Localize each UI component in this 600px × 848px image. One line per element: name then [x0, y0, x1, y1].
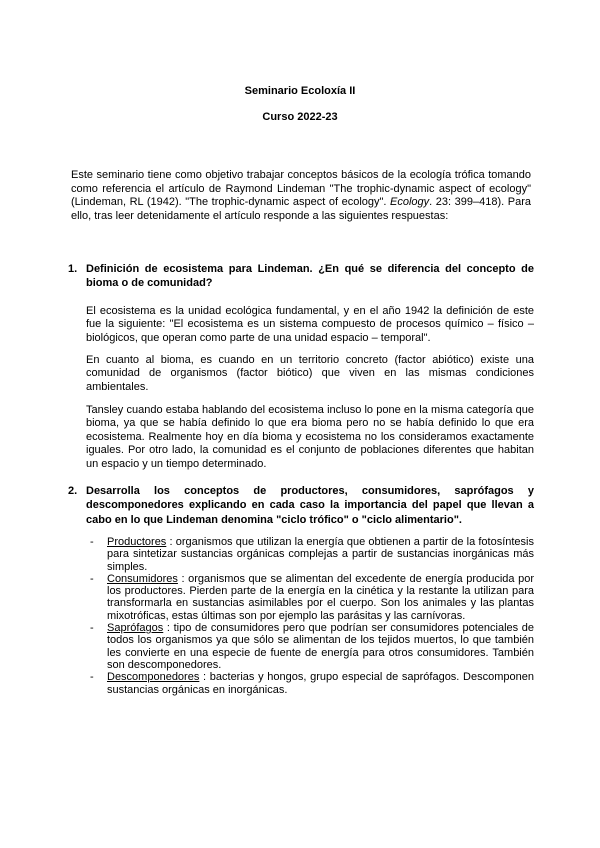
list-item-consumidores [90, 573, 534, 622]
question-1 [68, 262, 534, 291]
answer-1-paragraph-ecosystem: El ecosistema es la unidad ecológica fundamental, y en el año 1942 la definición de este fue la siguiente: "El ecosistema es un sistema compuesto de procesos químico – físico – biológicos, que operan como parte de una unidad espacio – temporal". [86, 305, 534, 344]
trophic-roles-list [90, 536, 534, 696]
term-descomponedores: Descomponedores [107, 671, 200, 684]
question-2-number: 2. [68, 485, 78, 497]
definition-descomponedores: : bacterias y hongos, grupo especial de saprófagos. Descomponen sustancias orgánicas en inorgánicas. [107, 671, 534, 696]
journal-name: Ecology [390, 196, 430, 209]
question-2 [68, 484, 534, 527]
course-label: Curso 2022-23 [262, 111, 338, 123]
list-bullet: - [90, 622, 94, 635]
term-consumidores: Consumidores [107, 572, 178, 585]
intro-text-start: Este seminario tiene como objetivo trabajar conceptos básicos de la ecología trófica tomando como referencia el artículo de Raymond Lindeman "The trophic-dynamic aspect of ecology" (Lindeman, RL (1942). "The trophic-dynamic aspect of ecology". [71, 169, 531, 209]
list-bullet: - [90, 536, 94, 548]
list-item-saprofagos [90, 622, 534, 671]
document-title: Seminario Ecoloxía II [244, 85, 356, 97]
question-1-number: 1. [68, 263, 78, 275]
term-productores: Productores [107, 536, 167, 548]
question-1-text: Definición de ecosistema para Lindeman. ¿En qué se diferencia del concepto de bioma o de comunidad? [86, 263, 534, 290]
list-item-productores [90, 536, 534, 573]
term-saprofagos: Saprófagos [107, 622, 164, 635]
answer-1-paragraph-community: Tansley cuando estaba hablando del ecosistema incluso lo pone en la misma categoría que bioma, ya que se había definido lo que era bioma pero no se había definido lo que era ecosistema. Realmente hoy en día bioma y ecosistema no los consideramos exactamente iguales. Por otro lado, la comunidad es el conjunto de poblaciones diferentes que habitan un espacio y un tiempo determinado. [86, 404, 534, 470]
list-bullet: - [90, 572, 94, 585]
definition-consumidores: : organismos que se alimentan del excedente de energía producida por los productores. Pierden parte de la energía en la cinética y la restante la utilizan para transformarla en sustancias asimilables por el cuerpo. Son los animales y las plantas mixotróficas, estas últimas son por ejemplo las parásitas y las carnívoras. [107, 572, 534, 622]
intro-paragraph [71, 169, 531, 223]
list-item-descomponedores [90, 671, 534, 696]
question-2-text: Desarrolla los conceptos de productores, consumidores, saprófagos y descomponedores explicando en cada caso la importancia del papel que llevan a cabo en lo que Lindeman denomina "ciclo trófico" o "ciclo alimentario". [86, 485, 534, 526]
list-bullet: - [90, 671, 94, 684]
definition-productores: : organismos que utilizan la energía que obtienen a partir de la fotosíntesis para sintetizar sustancias orgánicas complejas a partir de sustancias inorgánicas más simples. [107, 536, 534, 573]
intro-text-end: . 23: 399–418). Para ello, tras leer detenidamente el artículo responde a las siguientes respuestas: [71, 196, 531, 222]
answer-1-paragraph-biome: En cuanto al bioma, es cuando en un territorio concreto (factor abiótico) existe una comunidad de organismos (factor biótico) que viven en las mismas condiciones ambientales. [86, 354, 534, 393]
definition-saprofagos: : tipo de consumidores pero que podrían ser consumidores potenciales de todos los organismos ya que sólo se alimentan de los tejidos muertos, lo que también les convierte en una especie de fuente de energía para otros consumidores. También son descomponedores. [107, 622, 534, 671]
